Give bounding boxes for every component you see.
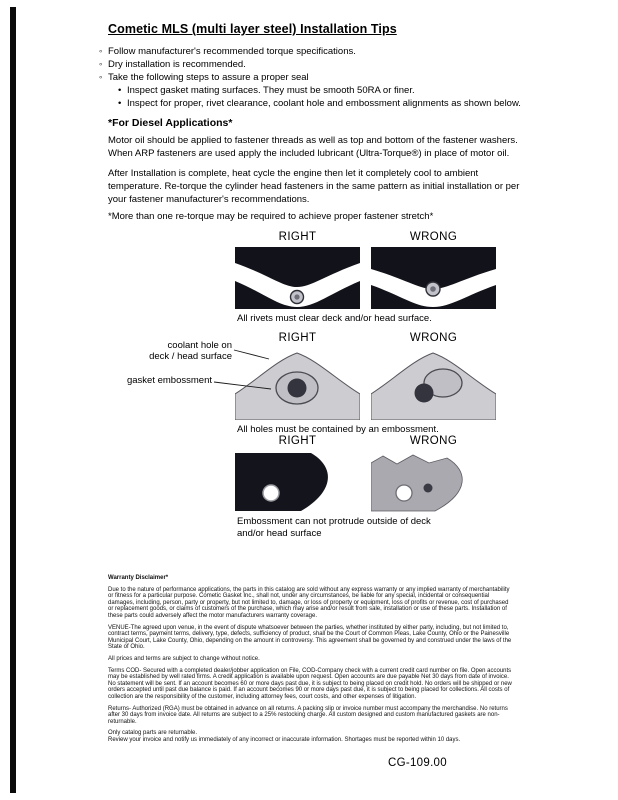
right-label: RIGHT [278,435,317,447]
embossment-wrong-panel [371,348,496,420]
protrusion-right-panel [235,451,360,513]
page-number: CG-109.00 [388,757,447,769]
rivet-wrong-panel [371,247,496,309]
tip-item: ◦ Take the following steps to assure a proper seal [99,71,569,84]
wrong-label: WRONG [409,231,458,243]
embossment-right-diagram [235,348,360,420]
wrong-label: WRONG [409,332,458,344]
callout-line: deck / head surface [149,351,232,362]
rivet-clearance-wrong-diagram [371,247,496,309]
legal-paragraph: Terms COD- Secured with a completed dealer/jobber application on File, COD-Company check with a current credit card number on file. Open accounts may be established by well rated firms. A credit application is available upon request. Open accounts are due payable Net 30 days from date of invoice. No statement will be sent. If an account becomes 60 or more days past due, it is subject to being placed on credit hold. No orders will be shipped or new orders accepted until past due balance is paid. If an account becomes 90 or more days past due, it is subject to being placed for collections. All costs of collection are the responsibility of the customer, including attorney fees, court costs, and other expenses of litigation. [108,667,512,700]
binding-edge-bar [10,7,16,793]
embossment-wrong-diagram [371,348,496,420]
caption-line: and/or head surface [237,528,322,539]
legal-fine-print [108,575,514,748]
rivet-caption: All rivets must clear deck and/or head surface. [237,313,432,324]
legal-paragraph: All prices and terms are subject to change without notice. [108,655,260,662]
tip-sub-item: • Inspect for proper, rivet clearance, coolant hole and embossment alignments as shown below. [118,97,569,110]
rivet-clearance-right-diagram [235,247,360,309]
caption-line: Embossment can not protrude outside of deck [237,516,431,527]
protrusion-caption [237,516,431,540]
diesel-applications-heading: *For Diesel Applications* [108,117,233,129]
protrusion-wrong-diagram [371,451,496,513]
tip-sub-item: • Inspect gasket mating surfaces. They must be smooth 50RA or finer. [118,84,569,97]
wrong-label: WRONG [409,435,458,447]
rivet-right-panel [235,247,360,309]
coolant-hole-callout [120,340,232,362]
legal-paragraph: Review your invoice and notify us immediately of any incorrect or inaccurate information. Shortages must be reported within 10 days. [108,736,461,743]
gasket-embossment-callout: gasket embossment [126,375,212,386]
protrusion-wrong-panel [371,451,496,513]
tips-list [99,45,569,110]
embossment-caption: All holes must be contained by an embossment. [237,424,439,435]
right-label: RIGHT [278,332,317,344]
legal-paragraph: Only catalog parts are returnable. [108,730,198,737]
right-label: RIGHT [278,231,317,243]
legal-paragraph: VENUE-The agreed upon venue, in the event of dispute whatsoever between the parties, whether instituted by either party, including, but not limited to, contract terms, payment terms, delivery, type, defects, sufficiency of product, shall be the Court of Common Pleas, Lake County, Ohio or the Painesville Municipal Court, Lake County, Ohio, depending on the amount in controversy. This agreement shall be governed by and construed under the laws of the State of Ohio. [108,624,512,651]
embossment-right-panel [235,348,360,420]
retorque-note: *More than one re-torque may be required to achieve proper fastener stretch* [108,211,434,222]
tip-item: ◦ Dry installation is recommended. [99,58,569,71]
protrusion-right-diagram [235,451,360,513]
diesel-paragraph-1: Motor oil should be applied to fastener threads as well as top and bottom of the fastener washers. When ARP fasteners are used apply the included lubricant (Ultra-Torque®) in place of motor oil. [108,135,518,159]
legal-paragraph: Due to the nature of performance applications, the parts in this catalog are sold without any express warranty or any implied warranty of merchantability or fitness for a particular purpose. Cometic Gasket Inc., shall not, under any circumstances, be liable for any special, incidental or consequential damages, including, person, party or property, but not limited to, damage, or loss of property or equipment, loss of profits or revenue, cost of purchased or replacement goods, or claims of customers of the purchase, which may arise and/or result from sale, installation or use of these parts. Installation of these parts could adversely affect the motor manufacturers warranty coverage. [108,586,510,619]
diesel-paragraph-2: After Installation is complete, heat cycle the engine then let it completely cool to ambient temperature. Re-torque the cylinder head fasteners in the same pattern as initial installation or per your fastener manufacturer's recommendations. [108,168,520,205]
legal-paragraph: Returns- Authorized (RGA) must be obtained in advance on all returns. A packing slip or invoice number must accompany the merchandise. No returns after 30 days from invoice date. All returns are subject to a 25% restocking charge. All custom designed and custom manufactured gaskets are non-returnable. [108,705,508,725]
warranty-disclaimer-heading: Warranty Disclaimer* [108,575,169,581]
page-title: Cometic MLS (multi layer steel) Installation Tips [108,22,397,36]
callout-line: coolant hole on [167,340,232,351]
tip-item: ◦ Follow manufacturer's recommended torque specifications. [99,45,569,58]
